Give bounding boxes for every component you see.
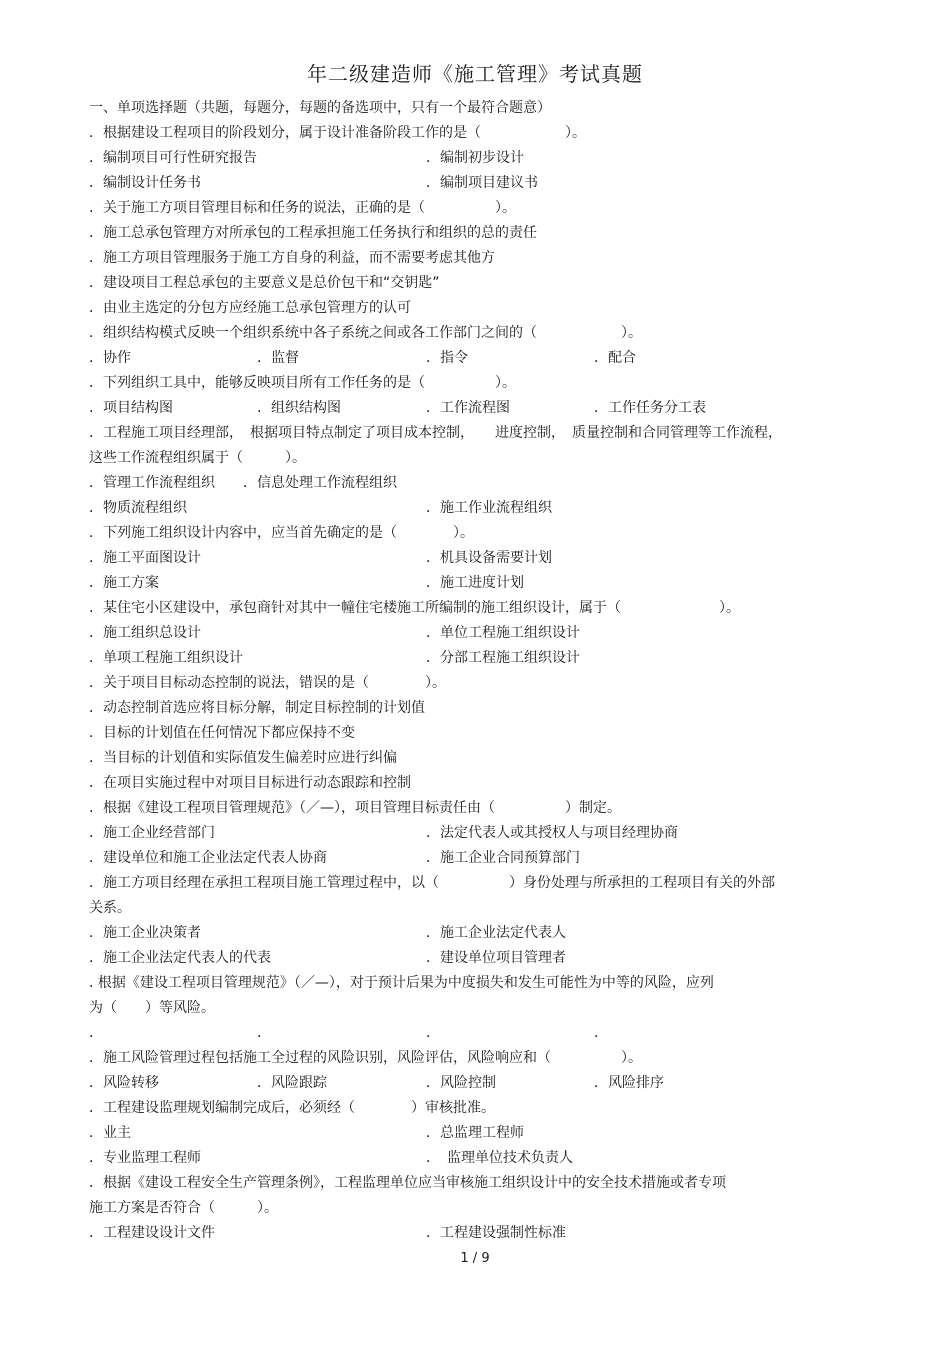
option-text: ．机具设备需要计划 [426, 550, 552, 566]
option-row [89, 921, 849, 946]
option-text: ．建设单位和施工企业法定代表人协商 [89, 850, 327, 866]
option-text: ．工程建设设计文件 [89, 1225, 215, 1241]
option-row [89, 171, 849, 196]
text-line: ．关于施工方项目管理目标和任务的说法，正确的是（ ）。 [89, 200, 516, 216]
option-text: ．建设单位项目管理者 [426, 950, 566, 966]
option-text: ．专业监理工程师 [89, 1150, 201, 1166]
option-text: ．工作流程图 [426, 400, 510, 416]
option-row [89, 846, 849, 871]
option-text: ． [89, 1025, 103, 1041]
text-line: ．目标的计划值在任何情况下都应保持不变 [89, 725, 355, 741]
text-line: ．施工风险管理过程包括施工全过程的风险识别，风险评估，风险响应和（ ）。 [89, 1050, 642, 1066]
option-text: ． [594, 1025, 608, 1041]
text-line: ．根据《建设工程安全生产管理条例》，工程监理单位应当审核施工组织设计中的安全技术措施或者专项 [89, 1175, 726, 1191]
text-line: ．由业主选定的分包方应经施工总承包管理方的认可 [89, 300, 411, 316]
text-line: ．在项目实施过程中对项目目标进行动态跟踪和控制 [89, 775, 411, 791]
option-text: ．风险跟踪 [257, 1075, 327, 1091]
text-line: 为（ ）等风险。 [89, 1000, 215, 1016]
text-line: ．根据建设工程项目的阶段划分，属于设计准备阶段工作的是（ ）。 [89, 125, 586, 141]
option-text: ．组织结构图 [257, 400, 341, 416]
page-number: 1 / 9 [460, 1251, 490, 1266]
option-text: ．业主 [89, 1125, 131, 1141]
option-row [89, 1146, 849, 1171]
option-row [89, 1221, 849, 1246]
text-line: ．某住宅小区建设中，承包商针对其中一幢住宅楼施工所编制的施工组织设计，属于（ ）。 [89, 600, 740, 616]
option-text: ．总监理工程师 [426, 1125, 524, 1141]
text-line: ．动态控制首选应将目标分解，制定目标控制的计划值 [89, 700, 425, 716]
option-row [89, 496, 849, 521]
option-text: ．施工企业法定代表人的代表 [89, 950, 271, 966]
option-text: ．协作 [89, 350, 131, 366]
option-text: ．单位工程施工组织设计 [426, 625, 580, 641]
option-text: ．施工企业合同预算部门 [426, 850, 580, 866]
option-row [89, 1071, 849, 1096]
option-row [89, 946, 849, 971]
text-line: ．下列组织工具中，能够反映项目所有工作任务的是（ ）。 [89, 375, 516, 391]
option-text: ．施工组织总设计 [89, 625, 201, 641]
text-line: 施工方案是否符合（ ）。 [89, 1200, 278, 1216]
option-row [89, 146, 849, 171]
option-text: ．编制项目建议书 [426, 175, 538, 191]
text-line: ．当目标的计划值和实际值发生偏差时应进行纠偏 [89, 750, 397, 766]
text-line: ．工程施工项目经理部， 根据项目特点制定了项目成本控制， 进度控制， 质量控制和合同管理等工作流程， [89, 425, 782, 441]
option-text: ．工作任务分工表 [594, 400, 706, 416]
option-text: ．编制初步设计 [426, 150, 524, 166]
option-text: ．风险控制 [426, 1075, 496, 1091]
option-text: ．管理工作流程组织 ．信息处理工作流程组织 [89, 475, 397, 491]
option-row [89, 621, 849, 646]
option-text: ．物质流程组织 [89, 500, 187, 516]
text-line: ．建设项目工程总承包的主要意义是总价包干和“交钥匙” [89, 275, 440, 291]
text-line: 关系。 [89, 900, 131, 916]
option-row [89, 821, 849, 846]
text-line: ．工程建设监理规划编制完成后，必须经（ ）审核批准。 [89, 1100, 495, 1116]
option-text: ．工程建设强制性标准 [426, 1225, 566, 1241]
option-row [89, 1121, 849, 1146]
option-text: ．施工平面图设计 [89, 550, 201, 566]
option-text: ．施工进度计划 [426, 575, 524, 591]
question-list [89, 96, 849, 1246]
option-text: ．编制项目可行性研究报告 [89, 150, 257, 166]
option-row [89, 471, 849, 496]
option-text: ．监督 [257, 350, 299, 366]
option-row [89, 1021, 849, 1046]
option-text: ． 监理单位技术负责人 [426, 1150, 573, 1166]
option-text: ．风险排序 [594, 1075, 664, 1091]
option-text: ．编制设计任务书 [89, 175, 201, 191]
option-text: ．单项工程施工组织设计 [89, 650, 243, 666]
option-row [89, 546, 849, 571]
option-text: ．项目结构图 [89, 400, 173, 416]
text-line: ．关于项目目标动态控制的说法，错误的是（ ）。 [89, 675, 446, 691]
text-line: ．施工方项目管理服务于施工方自身的利益，而不需要考虑其他方 [89, 250, 495, 266]
option-text: ．分部工程施工组织设计 [426, 650, 580, 666]
option-text: ．施工企业法定代表人 [426, 925, 566, 941]
option-text: ．施工作业流程组织 [426, 500, 552, 516]
text-line: ．施工总承包管理方对所承包的工程承担施工任务执行和组织的总的责任 [89, 225, 537, 241]
option-row [89, 346, 849, 371]
text-line: 这些工作流程组织属于（ ）。 [89, 450, 306, 466]
option-text: ．施工企业经营部门 [89, 825, 215, 841]
option-row [89, 396, 849, 421]
option-text: ．指令 [426, 350, 468, 366]
text-line: ．施工方项目经理在承担工程项目施工管理过程中，以（ ）身份处理与所承担的工程项目有关的外部 [89, 875, 775, 891]
option-row [89, 646, 849, 671]
option-text: ．施工方案 [89, 575, 159, 591]
option-text: ． [426, 1025, 440, 1041]
text-line: . 根据《建设工程项目管理规范》（／—），对于预计后果为中度损失和发生可能性为中等的风险，应列 [89, 975, 714, 991]
option-text: ．施工企业决策者 [89, 925, 201, 941]
text-line: ．下列施工组织设计内容中，应当首先确定的是（ ）。 [89, 525, 474, 541]
option-text: ．法定代表人或其授权人与项目经理协商 [426, 825, 678, 841]
option-text: ．风险转移 [89, 1075, 159, 1091]
text-line: ．组织结构模式反映一个组织系统中各子系统之间或各工作部门之间的（ ）。 [89, 325, 642, 341]
option-row [89, 571, 849, 596]
text-line: ．根据《建设工程项目管理规范》（／—），项目管理目标责任由（ ）制定。 [89, 800, 621, 816]
page-title: 年二级建造师《施工管理》考试真题 [307, 62, 643, 86]
option-text: ．配合 [594, 350, 636, 366]
text-line: 一、单项选择题（共题，每题分，每题的备选项中，只有一个最符合题意） [89, 100, 551, 116]
option-text: ． [257, 1025, 271, 1041]
